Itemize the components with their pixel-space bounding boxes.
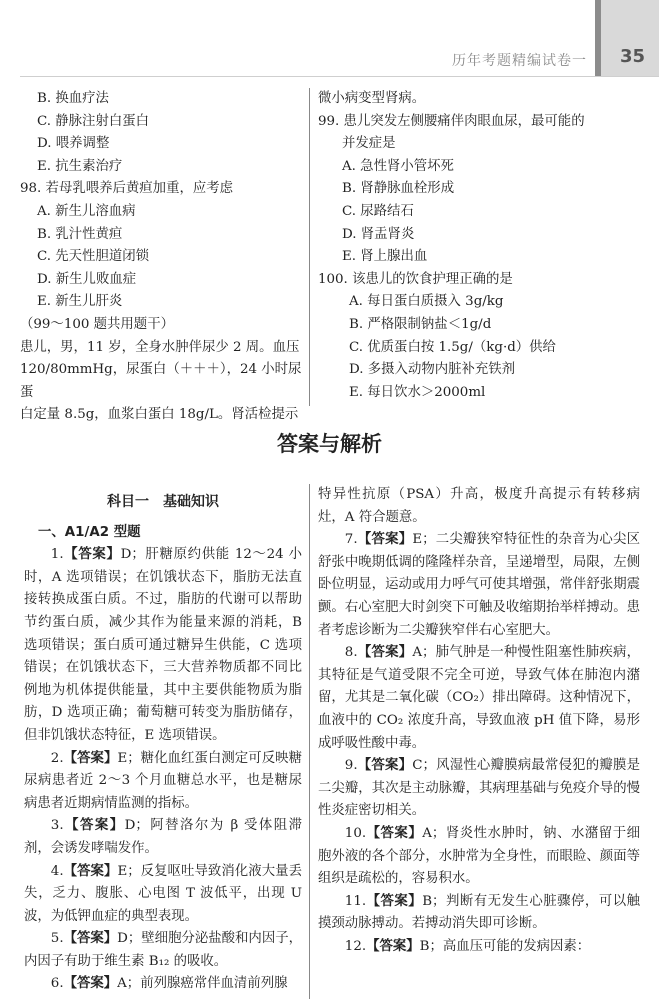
questions-right-column xyxy=(318,88,638,404)
answer-number: 11. xyxy=(344,893,367,909)
question-left-line: （99～100 题共用题干） xyxy=(20,316,174,332)
answer-explanation: B；高血压可能的发病因素： xyxy=(419,938,591,954)
question-left-line: 白定量 8.5g，血浆白蛋白 18g/L。肾活检提示 xyxy=(20,407,299,423)
header-rule xyxy=(20,76,659,77)
answer-number: 4. xyxy=(50,863,64,879)
answer-number: 2. xyxy=(50,750,64,766)
answer-explanation: E；糖化血红蛋白测定可反映糖尿病患者近 2～3 个月血糖总水平，也是糖尿病患者近期病情监测的指标。 xyxy=(24,750,302,811)
answer-explanation: C；风湿性心瓣膜病最常侵犯的瓣膜是二尖瓣，其次是主动脉瓣，其病理基础与免疫介导的慢性炎症密切相关。 xyxy=(318,758,640,819)
answer-label: 【答案】 xyxy=(63,931,118,947)
question-left-line: D. 喂养调整 xyxy=(37,136,110,152)
right-answer-item xyxy=(318,823,640,891)
question-left-line: E. 新生儿肝炎 xyxy=(37,294,123,310)
question-right-line: 100. 该患儿的饮食护理正确的是 xyxy=(318,271,513,287)
answer-label: 【答案】 xyxy=(366,938,420,954)
right-answer-item xyxy=(318,642,640,755)
answer-explanation: A；肺气肿是一种慢性阻塞性肺疾病，其特征是气道受限不完全可逆，导致气体在肺泡内潴留，尤其是二氧化碳（CO₂）排出障碍。这种情况下，血液中的 CO₂ 浓度升高，导致血液 pH 值下降，易形成呼吸性酸中毒。 xyxy=(318,645,640,751)
answer-explanation: A；肾炎性水肿时，钠、水潴留于细胞外液的各个部分，水肿常为全身性，而眼睑、颜面等组织是疏松的，容易积水。 xyxy=(318,825,641,887)
question-right-line: 并发症是 xyxy=(342,136,396,152)
left-answer-item xyxy=(24,928,302,973)
question-right-line: D. 多摄入动物内脏补充铁剂 xyxy=(349,362,516,378)
question-left-line: D. 新生儿败血症 xyxy=(37,271,137,287)
running-title: 历年考题精编试卷一 xyxy=(452,53,587,69)
answer-number: 3. xyxy=(50,818,64,834)
answer-label: 【答案】 xyxy=(63,818,125,834)
question-left-line: 120/80mmHg，尿蛋白（＋＋＋），24 小时尿蛋 xyxy=(20,362,302,400)
question-right-line: 99. 患儿突发左侧腰痛伴肉眼血尿，最可能的 xyxy=(318,113,585,129)
answer-label: 【答案】 xyxy=(63,547,121,563)
question-left-line: 98. 若母乳喂养后黄疸加重，应考虑 xyxy=(20,181,234,197)
question-left-line: E. 抗生素治疗 xyxy=(37,158,123,174)
right-answer-item xyxy=(318,936,640,959)
left-answer-item xyxy=(24,748,302,816)
question-left-line: C. 先天性胆道闭锁 xyxy=(37,249,150,265)
right-answer-item xyxy=(318,755,640,823)
answer-number: 9. xyxy=(344,758,358,774)
answer-number: 10. xyxy=(344,825,367,841)
questions-left-column xyxy=(20,88,308,427)
page-header xyxy=(0,0,659,82)
subject-heading: 科目一 基础知识 xyxy=(107,494,219,510)
right-answer-item xyxy=(318,529,640,642)
question-right-line: A. 每日蛋白质摄入 3g/kg xyxy=(349,294,504,310)
answer-label: 【答案】 xyxy=(357,645,413,661)
answer-label: 【答案】 xyxy=(63,976,118,992)
answer-label: 【答案】 xyxy=(357,758,413,774)
answer-number: 5. xyxy=(50,931,64,947)
answer-explanation: A；前列腺癌常伴血清前列腺 xyxy=(117,976,288,992)
question-right-line: 微小病变型肾病。 xyxy=(318,91,426,106)
answer-label: 【答案】 xyxy=(357,532,413,548)
answer-number: 8. xyxy=(344,645,358,661)
question-left-line: A. 新生儿溶血病 xyxy=(37,203,136,219)
question-right-line: A. 急性肾小管坏死 xyxy=(342,158,454,174)
question-right-line: D. 肾盂肾炎 xyxy=(342,226,415,242)
subsection-heading: 一、A1/A2 型题 xyxy=(38,524,141,540)
answer-explanation: E；二尖瓣狭窄特征性的杂音为心尖区舒张中晚期低调的隆隆样杂音，呈递增型，局限，左侧卧位明显，运动或用力呼气可使其增强，常伴舒张期震颤。右心室肥大时剑突下可触及收缩期抬举样搏动。患者考虑诊断为二尖瓣狭窄伴右心室肥大。 xyxy=(318,532,641,638)
question-left-line: C. 静脉注射白蛋白 xyxy=(37,113,150,129)
question-right-line: E. 肾上腺出血 xyxy=(342,249,428,265)
answer-label: 【答案】 xyxy=(366,825,423,841)
left-answer-item xyxy=(24,861,302,929)
answers-left-list xyxy=(24,544,302,996)
question-left-line: 患儿，男，11 岁，全身水肿伴尿少 2 周。血压 xyxy=(20,339,300,355)
answer-explanation: D；阿替洛尔为 β 受体阻滞剂，会诱发哮喘发作。 xyxy=(24,818,303,856)
answer-explanation: D；壁细胞分泌盐酸和内因子，内因子有助于维生素 B₁₂ 的吸收。 xyxy=(24,931,302,969)
answer-number: 12. xyxy=(344,938,367,954)
right-answer-item xyxy=(318,891,640,936)
answer-label: 【答案】 xyxy=(63,750,118,766)
answers-left-column xyxy=(24,491,302,996)
question-right-line: C. 尿路结石 xyxy=(342,203,414,219)
answer-continuation: 特异性抗原（PSA）升高，极度升高提示有转移病灶，A 符合题意。 xyxy=(318,487,640,525)
column-divider-top xyxy=(309,88,310,406)
question-left-line: B. 乳汁性黄疸 xyxy=(37,226,123,242)
question-right-line: B. 严格限制钠盐＜1g/d xyxy=(349,316,492,332)
page-number: 35 xyxy=(619,46,645,67)
left-answer-item xyxy=(24,544,302,747)
answer-label: 【答案】 xyxy=(366,893,423,909)
question-right-line: E. 每日饮水＞2000ml xyxy=(349,384,486,400)
answer-explanation: D；肝糖原约供能 12～24 小时，A 选项错误；在饥饿状态下，脂肪无法直接转换成蛋白质。不过，脂肪的代谢可以帮助节约蛋白质，减少其作为能量来源的消耗，B 选项错误；蛋白质可通过糖异生供能，C 选项错误；在饥饿状态下，三大营养物质都不同比例地为机体提供能量，其中主要供能物质为脂肪，D 选项正确；葡萄糖可转变为脂肪储存，但非饥饿状态特征，E 选项错误。 xyxy=(24,547,303,743)
answer-number: 6. xyxy=(50,976,64,992)
question-right-line: B. 肾静脉血栓形成 xyxy=(342,181,455,197)
left-answer-item xyxy=(24,815,302,860)
left-answer-item xyxy=(24,973,302,996)
answer-explanation: B；判断有无发生心脏骤停，可以触摸颈动脉搏动。若搏动消失即可诊断。 xyxy=(318,893,641,932)
column-divider-bottom xyxy=(309,484,310,999)
answers-right-list xyxy=(318,529,640,958)
question-right-line: C. 优质蛋白按 1.5g/（kg·d）供给 xyxy=(349,339,556,355)
answer-explanation: E；反复呕吐导致消化液大量丢失，乏力、腹胀、心电图 T 波低平，出现 U 波，为低钾血症的典型表现。 xyxy=(24,863,302,924)
answer-number: 1. xyxy=(50,547,64,563)
answers-right-column xyxy=(318,484,640,958)
question-left-line: B. 换血疗法 xyxy=(37,91,109,106)
section-title: 答案与解析 xyxy=(277,432,382,456)
answer-number: 7. xyxy=(344,532,358,548)
answer-label: 【答案】 xyxy=(63,863,118,879)
